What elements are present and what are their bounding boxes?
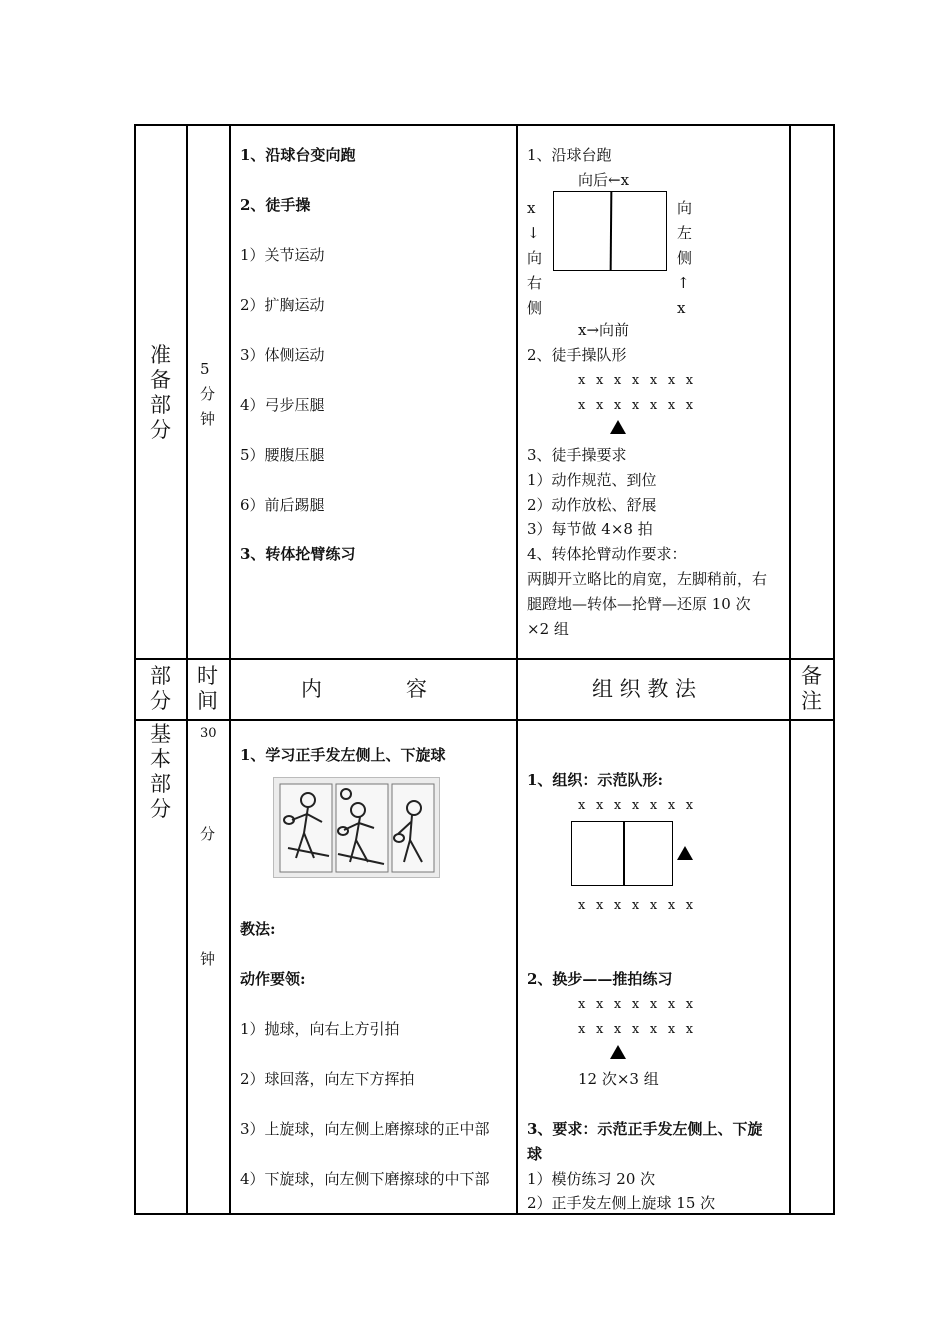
- step-practice-title: 2、换步——推拍练习: [527, 970, 673, 988]
- header-note: [801, 664, 822, 714]
- header-content: 内 容: [301, 677, 427, 701]
- header-time-1: 时: [197, 664, 218, 688]
- table-top-border: [134, 124, 835, 126]
- demo-teacher-triangle-icon: [677, 846, 693, 860]
- exercise-req-title: 3、徒手操要求: [527, 446, 627, 464]
- swing-req-line-3: ×2 组: [527, 620, 569, 638]
- practice-row-1: x x x x x x x: [578, 997, 697, 1012]
- col-line-2: [229, 124, 231, 1214]
- run-left-3: 侧: [677, 249, 693, 267]
- formation-title: 2、徒手操队形: [527, 346, 627, 364]
- essential-step-3: 3）上旋球，向左侧上磨擦球的正中部: [240, 1120, 490, 1138]
- col-line-4: [789, 124, 791, 1214]
- prep-content-item-1: 1、沿球台变向跑: [240, 146, 356, 164]
- demo-row-bottom: x x x x x x x: [578, 898, 697, 913]
- header-time: [197, 664, 218, 714]
- practice-reps: 12 次×3 组: [578, 1070, 659, 1088]
- table-bottom-border: [134, 1213, 835, 1215]
- basic-req-2: 2）正手发左侧上旋球 15 次: [527, 1194, 716, 1212]
- swing-req-line-2: 腿蹬地—转体—抡臂—还原 10 次: [527, 595, 751, 613]
- prep-sub-6: 6）前后踢腿: [240, 496, 325, 514]
- run-left-5: x: [677, 299, 686, 317]
- header-part-2: 分: [150, 689, 171, 713]
- header-time-2: 间: [197, 689, 218, 713]
- exercise-req-2: 2）动作放松、舒展: [527, 496, 657, 514]
- demo-table-net: [623, 821, 625, 886]
- formation-row-2: x x x x x x x: [578, 398, 697, 413]
- prep-time: 5分钟: [200, 360, 216, 428]
- teacher-triangle-icon: [610, 420, 626, 434]
- run-right-1: x: [527, 199, 536, 217]
- run-left-1: 向: [677, 199, 693, 217]
- practice-teacher-triangle-icon: [610, 1045, 626, 1059]
- row-divider-1: [134, 658, 835, 660]
- prep-sub-2: 2）扩胸运动: [240, 296, 325, 314]
- prep-sub-5: 5）腰腹压腿: [240, 446, 325, 464]
- prep-sub-3: 3）体侧运动: [240, 346, 325, 364]
- req-title-line-1: 3、要求：示范正手发左侧上、下旋: [527, 1120, 763, 1138]
- serve-demo-figures: [274, 778, 439, 877]
- run-back-label: 向后←x: [578, 171, 630, 189]
- swing-req-title: 4、转体抡臂动作要求：: [527, 545, 687, 563]
- practice-row-2: x x x x x x x: [578, 1022, 697, 1037]
- col-line-0: [134, 124, 136, 1214]
- req-title-line-2: 球: [527, 1145, 543, 1163]
- header-note-2: 注: [801, 689, 822, 713]
- run-right-3: 向: [527, 249, 543, 267]
- basic-time-fen: 分: [200, 825, 216, 843]
- basic-content-item-1: 1、学习正手发左侧上、下旋球: [240, 746, 446, 764]
- header-note-1: 备: [801, 664, 822, 688]
- run-right-5: 侧: [527, 299, 543, 317]
- essential-step-4: 4）下旋球，向左侧下磨擦球的中下部: [240, 1170, 490, 1188]
- basic-time-zhong: 钟: [200, 950, 216, 968]
- basic-section-label: 基本部分: [150, 722, 171, 821]
- row-divider-2: [134, 719, 835, 721]
- serve-demo-illustration: [273, 777, 440, 878]
- run-title: 1、沿球台跑: [527, 146, 612, 164]
- run-right-4: 右: [527, 274, 543, 292]
- prep-section-label: 准备部分: [150, 343, 171, 442]
- prep-sub-4: 4）弓步压腿: [240, 396, 325, 414]
- demo-row-top: x x x x x x x: [578, 798, 697, 813]
- formation-row-1: x x x x x x x: [578, 373, 697, 388]
- header-method: 组 织 教 法: [592, 677, 697, 701]
- col-line-5: [833, 124, 835, 1214]
- demo-table-diagram: [571, 821, 673, 886]
- header-part: [150, 664, 171, 714]
- run-left-2: 左: [677, 224, 693, 242]
- essential-step-2: 2）球回落，向左下方挥拍: [240, 1070, 415, 1088]
- teach-label: 教法:: [240, 920, 276, 938]
- prep-content-item-2: 2、徒手操: [240, 196, 311, 214]
- essentials-label: 动作要领:: [240, 970, 306, 988]
- basic-time-num: 30: [200, 726, 217, 741]
- run-right-side-label: [527, 196, 542, 321]
- exercise-req-1: 1）动作规范、到位: [527, 471, 657, 489]
- run-left-4: ↑: [677, 274, 690, 292]
- run-right-2: ↓: [527, 224, 540, 242]
- prep-content-item-3: 3、转体抡臂练习: [240, 545, 356, 563]
- org-title: 1、组织：示范队形:: [527, 771, 663, 789]
- swing-req-line-1: 两脚开立略比的肩宽，左脚稍前，右: [527, 570, 768, 588]
- header-part-1: 部: [150, 664, 171, 688]
- run-front-label: x→向前: [578, 321, 630, 339]
- prep-sub-1: 1）关节运动: [240, 246, 325, 264]
- col-line-3: [516, 124, 518, 1214]
- exercise-req-3: 3）每节做 4×8 拍: [527, 520, 653, 538]
- basic-req-1: 1）模仿练习 20 次: [527, 1170, 656, 1188]
- essential-step-1: 1）抛球，向右上方引拍: [240, 1020, 400, 1038]
- run-left-side-label: [677, 196, 692, 321]
- col-line-1: [186, 124, 188, 1214]
